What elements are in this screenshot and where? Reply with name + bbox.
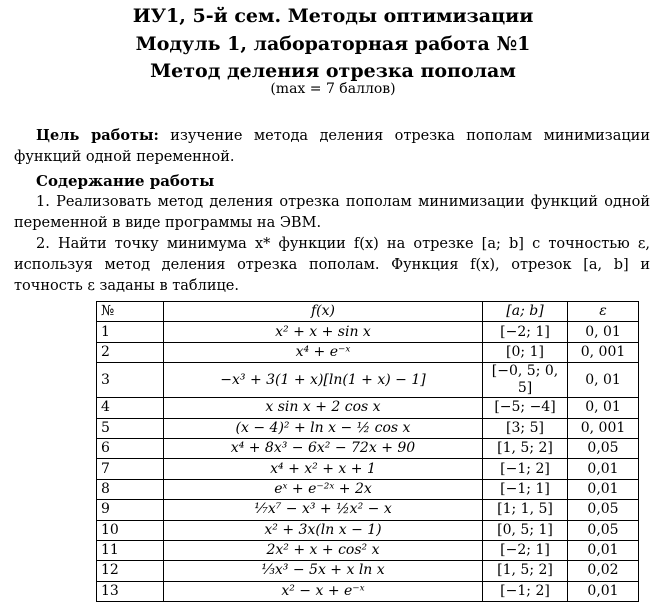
row-number: 10: [97, 520, 164, 540]
points-note: (max = 7 баллов): [270, 81, 396, 97]
row-interval: [−2; 1]: [483, 322, 568, 342]
row-epsilon: 0,05: [568, 438, 639, 458]
method-title: Метод деления отрезка пополам: [150, 60, 516, 82]
row-interval: [−0, 5; 0, 5]: [483, 363, 568, 398]
row-function: −x³ + 3(1 + x)[ln(1 + x) − 1]: [164, 363, 483, 398]
course-title: ИУ1, 5-й сем. Методы оптимизации: [132, 5, 534, 27]
row-function: (x − 4)² + ln x − ½ cos x: [164, 418, 483, 438]
row-epsilon: 0, 001: [568, 418, 639, 438]
row-interval: [−2; 1]: [483, 540, 568, 560]
row-interval: [0; 1]: [483, 342, 568, 362]
row-interval: [−5; −4]: [483, 398, 568, 418]
content-section-title: Содержание работы: [36, 172, 215, 190]
row-function: x² + 3x(ln x − 1): [164, 520, 483, 540]
row-function: x² + x + sin x: [164, 322, 483, 342]
goal-text: изучение метода деления отрезка пополам минимизации функций одной переменной.: [14, 128, 650, 165]
table-row: [97, 363, 639, 398]
row-epsilon: 0,05: [568, 500, 639, 520]
goal-paragraph: [14, 125, 650, 168]
row-number: 13: [97, 581, 164, 601]
table-row: [97, 322, 639, 342]
row-function: x⁴ + 8x³ − 6x² − 72x + 90: [164, 438, 483, 458]
lab-title: Модуль 1, лабораторная работа №1: [135, 33, 531, 55]
table-row: [97, 398, 639, 418]
goal-label: Цель работы:: [36, 127, 159, 144]
row-function: eˣ + e⁻²ˣ + 2x: [164, 479, 483, 499]
row-number: 7: [97, 459, 164, 479]
row-interval: [−1; 2]: [483, 459, 568, 479]
row-epsilon: 0,02: [568, 561, 639, 581]
row-function: x⁴ + e⁻ˣ: [164, 342, 483, 362]
row-function: 2x² + x + cos² x: [164, 540, 483, 560]
row-function: x⁴ + x² + x + 1: [164, 459, 483, 479]
row-interval: [−1; 1]: [483, 479, 568, 499]
row-epsilon: 0,01: [568, 540, 639, 560]
row-function: ⅐x⁷ − x³ + ½x² − x: [164, 500, 483, 520]
table-header-row: [97, 302, 639, 322]
row-number: 2: [97, 342, 164, 362]
row-function: x sin x + 2 cos x: [164, 398, 483, 418]
row-epsilon: 0,01: [568, 479, 639, 499]
table-row: [97, 418, 639, 438]
row-interval: [−1; 2]: [483, 581, 568, 601]
table-row: [97, 342, 639, 362]
header-interval: [a; b]: [483, 302, 568, 322]
table-row: [97, 500, 639, 520]
table-row: [97, 540, 639, 560]
row-function: x² − x + e⁻ˣ: [164, 581, 483, 601]
row-number: 8: [97, 479, 164, 499]
row-number: 5: [97, 418, 164, 438]
content-item-2-text: 2. Найти точку минимума x* функции f(x) на отрезке [a; b] с точностью ε, используя метод деления отрезка пополам. Функция f(x), отрезок [a, b] и точность ε заданы в таблице.: [14, 236, 650, 294]
content-item-2: [14, 234, 650, 297]
table-row: [97, 520, 639, 540]
header-function: f(x): [164, 302, 483, 322]
row-interval: [0, 5; 1]: [483, 520, 568, 540]
row-function: ⅓x³ − 5x + x ln x: [164, 561, 483, 581]
table-row: [97, 561, 639, 581]
content-item-1-text: 1. Реализовать метод деления отрезка пополам минимизации функций одной переменной в виде программы на ЭВМ.: [14, 194, 650, 231]
row-number: 3: [97, 363, 164, 398]
table-row: [97, 581, 639, 601]
content-item-1: [14, 192, 650, 234]
header-number: №: [97, 302, 164, 322]
variants-table: [96, 301, 639, 602]
row-interval: [3; 5]: [483, 418, 568, 438]
row-number: 11: [97, 540, 164, 560]
row-number: 9: [97, 500, 164, 520]
row-interval: [1; 1, 5]: [483, 500, 568, 520]
table-row: [97, 438, 639, 458]
row-number: 1: [97, 322, 164, 342]
row-interval: [1, 5; 2]: [483, 438, 568, 458]
row-epsilon: 0, 001: [568, 342, 639, 362]
row-interval: [1, 5; 2]: [483, 561, 568, 581]
row-number: 12: [97, 561, 164, 581]
table-row: [97, 459, 639, 479]
row-epsilon: 0,05: [568, 520, 639, 540]
row-number: 4: [97, 398, 164, 418]
header-epsilon: ε: [568, 302, 639, 322]
row-epsilon: 0, 01: [568, 363, 639, 398]
row-epsilon: 0, 01: [568, 322, 639, 342]
row-number: 6: [97, 438, 164, 458]
row-epsilon: 0, 01: [568, 398, 639, 418]
table-row: [97, 479, 639, 499]
row-epsilon: 0,01: [568, 581, 639, 601]
row-epsilon: 0,01: [568, 459, 639, 479]
